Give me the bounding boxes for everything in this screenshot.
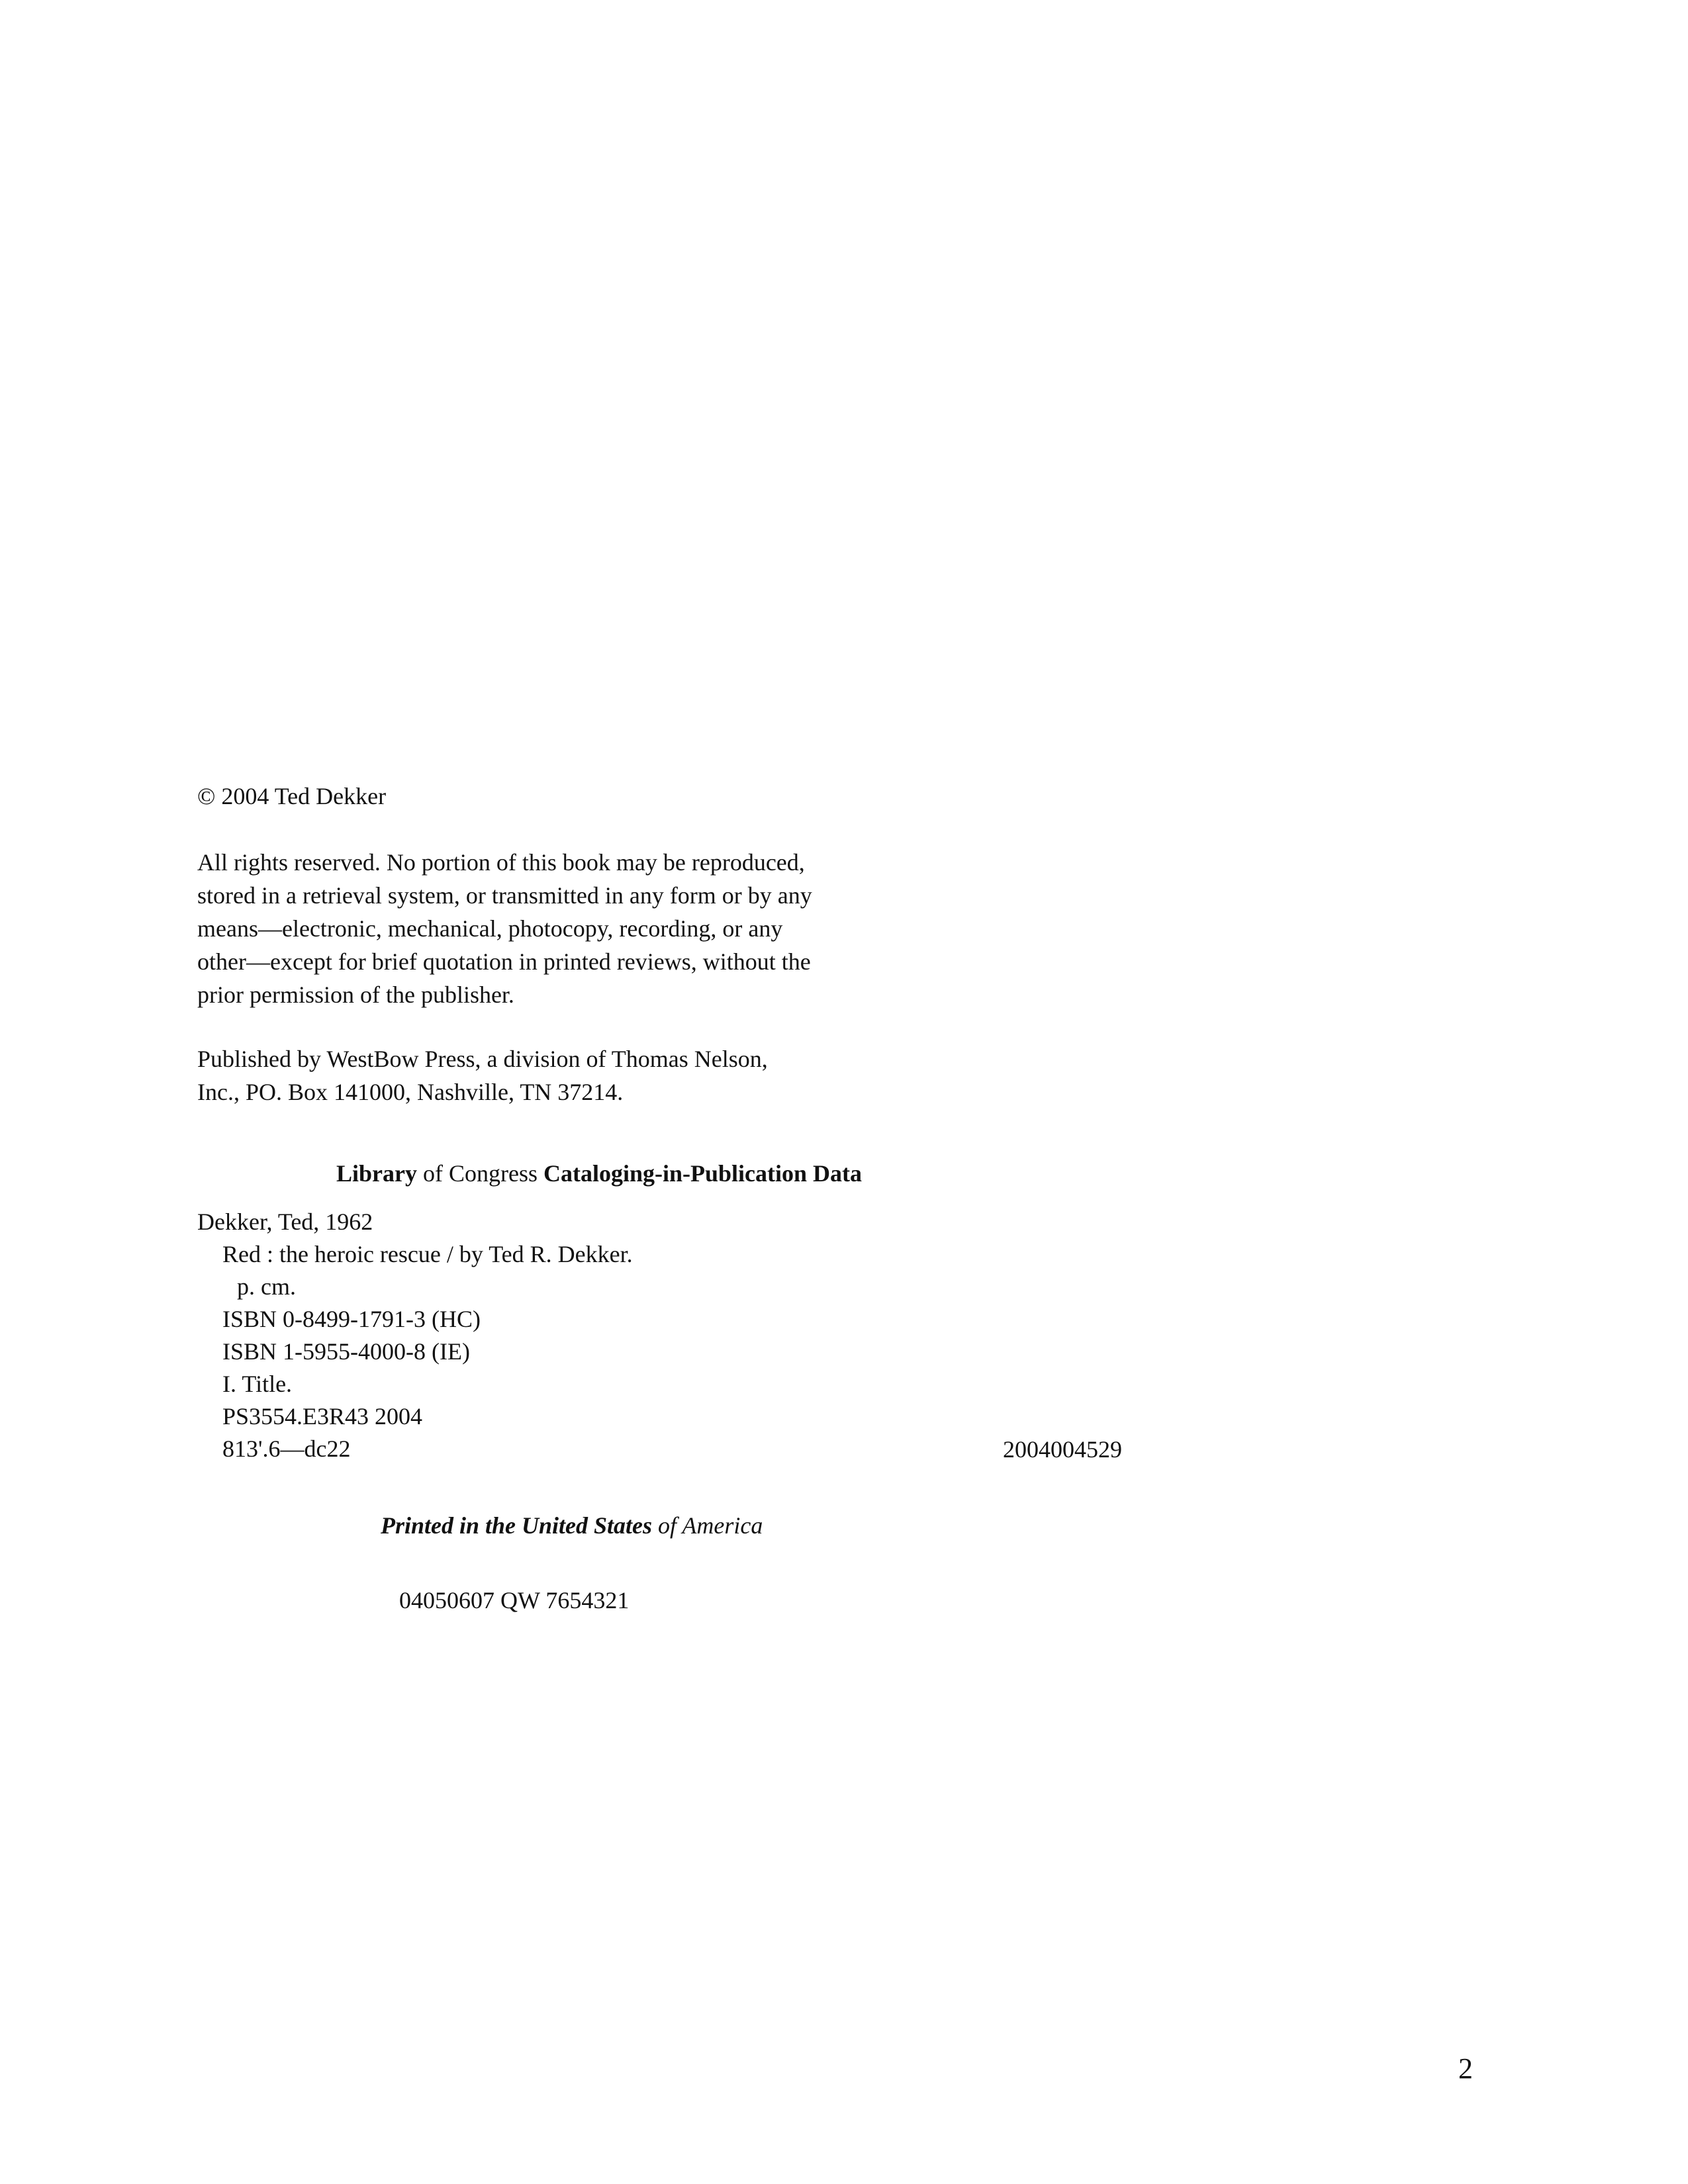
cip-dewey: 813'.6—dc22: [222, 1435, 351, 1462]
publisher-line: Published by WestBow Press, a division of Thomas Nelson,: [197, 1046, 768, 1072]
cip-subject: I. Title.: [222, 1371, 293, 1397]
rights-line: other—except for brief quotation in printed reviews, without the: [197, 948, 811, 975]
cip-pages: p. cm.: [237, 1273, 296, 1300]
rights-line: All rights reserved. No portion of this book may be reproduced,: [197, 849, 805, 876]
cip-title: Red : the heroic rescue / by Ted R. Dekker.: [222, 1241, 633, 1267]
publisher-line: Inc., PO. Box 141000, Nashville, TN 37214.: [197, 1079, 624, 1105]
print-number-line: 04050607 QW 7654321: [399, 1587, 630, 1614]
printed-in-bold: Printed in the United States: [381, 1512, 653, 1539]
cip-lc-class: PS3554.E3R43 2004: [222, 1403, 423, 1430]
cip-author: Dekker, Ted, 1962: [197, 1208, 373, 1235]
rights-line: prior permission of the publisher.: [197, 981, 514, 1008]
cip-entry: [197, 1206, 633, 1465]
page-number: 2: [1458, 2052, 1473, 2085]
printed-in-line: [381, 1509, 763, 1542]
printed-in-rest: of America: [652, 1512, 763, 1539]
cip-heading-library: Library: [336, 1160, 417, 1187]
copyright-notice: © 2004 Ted Dekker: [197, 783, 387, 809]
cip-heading-of-congress: of Congress: [417, 1160, 543, 1187]
rights-line: stored in a retrieval system, or transmitted in any form or by any: [197, 882, 812, 909]
cip-heading-cataloging: Cataloging-in-Publication Data: [543, 1160, 863, 1187]
cip-isbn-ie: ISBN 1-5955-4000-8 (IE): [222, 1338, 470, 1365]
rights-statement: [197, 846, 919, 1011]
rights-line: means—electronic, mechanical, photocopy, recording, or any: [197, 915, 783, 942]
publisher-statement: [197, 1042, 768, 1109]
cip-isbn-hc: ISBN 0-8499-1791-3 (HC): [222, 1306, 481, 1332]
cip-heading: [336, 1157, 862, 1190]
cip-lccn: 2004004529: [1003, 1436, 1122, 1463]
